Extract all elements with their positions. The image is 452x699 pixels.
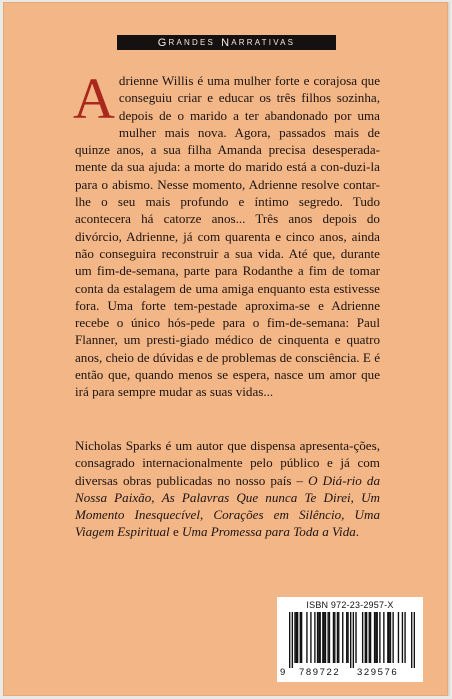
barcode-bar: [366, 612, 367, 663]
barcode-bar: [320, 612, 321, 663]
barcode-bar: [379, 612, 380, 663]
barcode-bar: [310, 612, 311, 663]
book-title: O Diá-: [308, 472, 347, 488]
synopsis-line: pestade aproxima-se e Adrienne recebe o único hós-: [75, 297, 381, 331]
synopsis-line: quinze anos, a sua filha Amanda precisa desesperada-: [75, 142, 380, 158]
synopsis: [73, 66, 381, 401]
barcode-bar: [383, 612, 384, 663]
bio-text: .: [355, 524, 360, 540]
synopsis-line: por uma mulher mais nova. Agora, passados mais de: [118, 107, 380, 140]
drop-cap: A: [73, 66, 115, 131]
barcode-bar: [411, 612, 412, 668]
barcode-bar: [334, 612, 335, 663]
synopsis-line: resolve contar-lhe o seu mais profundo e íntimo: [75, 176, 380, 210]
barcode-bar: [374, 612, 375, 663]
book-title: Viagem Espiritual: [75, 524, 170, 540]
barcode-bar: [294, 612, 295, 663]
barcode-bars: [289, 612, 415, 668]
barcode-bar: [317, 612, 318, 663]
barcode-bar: [323, 612, 324, 663]
barcode-bar: [346, 612, 347, 663]
barcode-bar: [327, 612, 328, 663]
book-title: rio da Nossa Paixão: [75, 472, 380, 505]
barcode-bar: [365, 612, 366, 663]
barcode-bar: [292, 612, 293, 668]
ean-right-group: 329576: [357, 667, 399, 678]
synopsis-line: dúvidas e de problemas de consciência. E é então que,: [75, 349, 381, 383]
barcode-bar: [342, 612, 343, 663]
synopsis-line: mente da sua ajuda: a morte do marido está a con-: [75, 159, 344, 175]
bio-text: ções, consagrado internacionalmente pelo público e já: [75, 438, 380, 471]
barcode-bar: [337, 612, 338, 663]
barcode-bar: [375, 612, 376, 663]
synopsis-line: sempre mudar as suas vidas...: [117, 384, 274, 400]
barcode-bar: [402, 612, 403, 663]
barcode-bar: [301, 612, 302, 663]
isbn-text: ISBN 972-23-2957-X: [306, 600, 394, 610]
barcode-bar: [314, 612, 315, 663]
bio-text: Nicholas Sparks é um autor que dispensa apresenta-: [75, 438, 354, 453]
barcode-bar: [369, 612, 370, 663]
barcode-bar: [338, 612, 339, 663]
ean-first-digit: 9: [280, 667, 286, 678]
synopsis-line: amiga enquanto esta estivesse fora. Uma forte tem-: [75, 280, 380, 313]
barcode-bar: [333, 612, 334, 663]
barcode-bar: [414, 612, 415, 668]
ean-left-group: 789722: [299, 667, 341, 678]
barcode-bar: [329, 612, 330, 663]
bio-text: e: [169, 524, 183, 540]
synopsis-line: quando menos se espera, nasce um amor que irá para: [75, 367, 381, 400]
synopsis-line: segredo. Tudo acontecera há catorze anos... Três anos: [75, 194, 380, 227]
banner-initial-1: G: [157, 36, 169, 49]
bio-text: ,: [341, 507, 355, 523]
barcode-bar: [370, 612, 371, 663]
barcode-bar: [353, 612, 354, 668]
barcode-bar: [377, 612, 378, 663]
barcode-bar: [289, 612, 290, 668]
synopsis-line: Até que, durante um fim-de-semana, parte para: [75, 245, 380, 279]
book-title: Corações em Silêncio: [213, 507, 342, 523]
banner-initial-2: N: [221, 36, 232, 49]
banner-rest-2: ARRATIVAS: [231, 38, 296, 47]
synopsis-line: que conseguiu criar e educar os três filhos: [118, 73, 380, 106]
bio-text: ,: [151, 489, 162, 505]
synopsis-line: Rodanthe a fim de tomar conta da estalagem de uma: [75, 263, 380, 296]
barcode-bar: [300, 612, 301, 663]
synopsis-line: duzi-la para o abismo. Nesse momento, Adrienne: [75, 159, 380, 192]
barcode-bar: [388, 612, 389, 663]
barcode-label: [277, 597, 423, 682]
barcode-bar: [297, 612, 298, 663]
book-title: Uma Promessa para Toda a Vida: [182, 524, 356, 540]
author-bio: [75, 437, 380, 541]
barcode-bar: [398, 612, 399, 663]
bio-text: com diversas obras publicadas no nosso país –: [75, 455, 380, 488]
synopsis-line: drienne Willis é uma mulher forte e corajosa: [118, 73, 358, 88]
barcode-bar: [404, 612, 405, 663]
banner-rest-1: RANDES: [168, 38, 216, 47]
synopsis-line: giado médico de cinquenta e quatro anos, cheio de: [75, 332, 380, 365]
barcode-bar: [355, 612, 356, 663]
book-title: Um Momento Inesquecível: [75, 489, 381, 523]
barcode-bar: [296, 612, 297, 663]
synopsis-line: anos, ainda não conseguira reconstruir a sua vida.: [75, 228, 380, 261]
page-edge: [448, 2, 452, 696]
bio-text: ,: [199, 507, 214, 523]
bio-text: ,: [350, 489, 354, 505]
synopsis-line: sozinha, depois de o marido a ter abandonado: [118, 90, 380, 123]
barcode-bar: [387, 612, 388, 663]
ean-digits: [277, 667, 423, 679]
barcode-bar: [318, 612, 319, 663]
barcode-bar: [390, 612, 391, 663]
barcode-bar: [347, 612, 348, 663]
barcode-bar: [325, 612, 326, 663]
barcode-bar: [322, 612, 323, 663]
barcode-bar: [362, 612, 363, 663]
series-banner: [117, 35, 336, 50]
barcode-bar: [350, 612, 351, 668]
barcode-bar: [306, 612, 307, 663]
synopsis-line: depois do divórcio, Adrienne, já com quarenta e cinco: [75, 211, 380, 244]
book-title: As Palavras Que nunca Te Direi: [161, 489, 351, 505]
barcode-bar: [392, 612, 393, 663]
book-title: Uma: [354, 507, 381, 523]
synopsis-line: pede para o fim-de-semana: Paul Flanner, um presti-: [75, 315, 380, 348]
